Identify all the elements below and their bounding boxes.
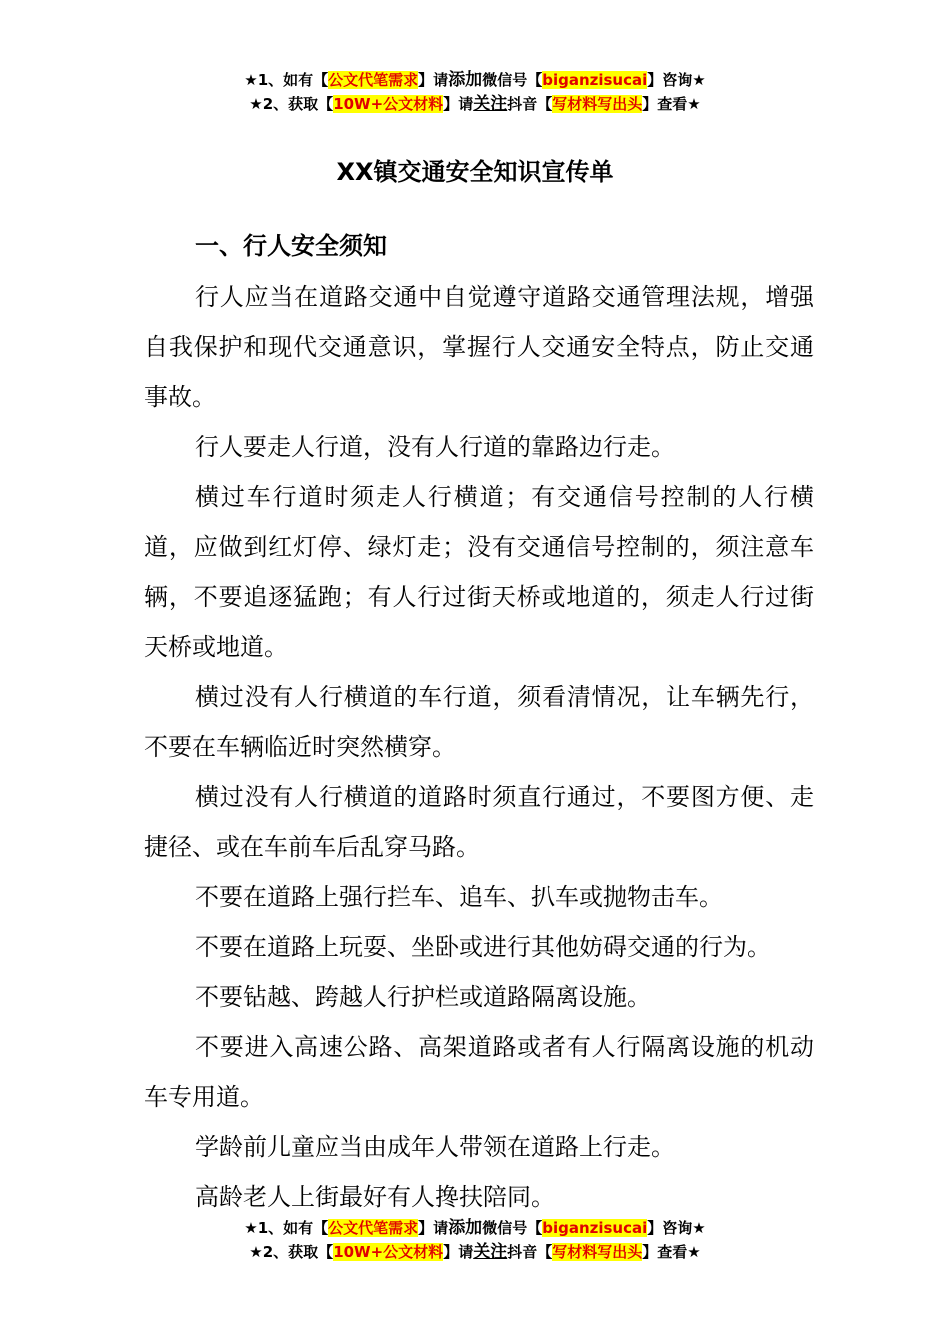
paragraph: 不要在道路上强行拦车、追车、扒车或抛物击车。 [195, 883, 723, 911]
banner-highlight: biganzisucai [542, 71, 648, 89]
banner-text: 】请 [418, 1219, 449, 1237]
banner-emphasis: 添加 [448, 1218, 483, 1238]
banner-text: 微信号【 [482, 71, 543, 89]
banner-text: 】咨询★ [647, 71, 706, 89]
banner-line-2 [0, 92, 950, 116]
banner-text: ★1、如有【 [244, 1219, 329, 1237]
paragraph: 不要在道路上玩耍、坐卧或进行其他妨碍交通的行为。 [195, 933, 771, 961]
banner-line-1 [0, 1216, 950, 1240]
banner-highlight: 10W+公文材料 [333, 1243, 444, 1261]
header-banner [0, 68, 950, 116]
section-heading: 一、行人安全须知 [195, 232, 387, 260]
banner-text: 】请 [443, 1243, 474, 1261]
banner-emphasis: 添加 [448, 70, 483, 90]
banner-text: 抖音【 [507, 95, 553, 113]
banner-highlight: 公文代笔需求 [328, 1219, 419, 1237]
paragraph: 横过车行道时须走人行横道；有交通信号控制的人行横道，应做到红灯停、绿灯走；没有交通信号控制的，须注意车辆，不要追逐猛跑；有人行过街天桥或地道的，须走人行过街天桥或地道。 [144, 483, 814, 661]
banner-highlight: 公文代笔需求 [328, 71, 419, 89]
banner-line-2 [0, 1240, 950, 1264]
banner-highlight: 写材料写出头 [552, 1243, 643, 1261]
footer-banner [0, 1216, 950, 1264]
paragraph: 横过没有人行横道的车行道，须看清情况，让车辆先行，不要在车辆临近时突然横穿。 [144, 683, 814, 761]
paragraph: 不要进入高速公路、高架道路或者有人行隔离设施的机动车专用道。 [144, 1033, 814, 1111]
document-body [144, 272, 814, 1222]
banner-emphasis: 关注 [473, 1242, 508, 1262]
banner-text: ★2、获取【 [249, 95, 334, 113]
banner-text: 】请 [418, 71, 449, 89]
banner-line-1 [0, 68, 950, 92]
paragraph: 学龄前儿童应当由成年人带领在道路上行走。 [195, 1133, 675, 1161]
banner-emphasis: 关注 [473, 94, 508, 114]
banner-text: 】咨询★ [647, 1219, 706, 1237]
banner-text: ★1、如有【 [244, 71, 329, 89]
document-title: XX镇交通安全知识宣传单 [336, 158, 614, 186]
paragraph: 行人应当在道路交通中自觉遵守道路交通管理法规，增强自我保护和现代交通意识，掌握行人交通安全特点，防止交通事故。 [144, 283, 814, 411]
paragraph: 不要钻越、跨越人行护栏或道路隔离设施。 [195, 983, 651, 1011]
banner-highlight: biganzisucai [542, 1219, 648, 1237]
banner-text: ★2、获取【 [249, 1243, 334, 1261]
banner-text: 】查看★ [642, 95, 701, 113]
banner-text: 微信号【 [482, 1219, 543, 1237]
paragraph: 高龄老人上街最好有人搀扶陪同。 [195, 1183, 555, 1211]
banner-text: 】查看★ [642, 1243, 701, 1261]
banner-text: 抖音【 [507, 1243, 553, 1261]
paragraph: 横过没有人行横道的道路时须直行通过，不要图方便、走捷径、或在车前车后乱穿马路。 [144, 783, 814, 861]
banner-highlight: 写材料写出头 [552, 95, 643, 113]
banner-highlight: 10W+公文材料 [333, 95, 444, 113]
paragraph: 行人要走人行道，没有人行道的靠路边行走。 [195, 433, 675, 461]
banner-text: 】请 [443, 95, 474, 113]
